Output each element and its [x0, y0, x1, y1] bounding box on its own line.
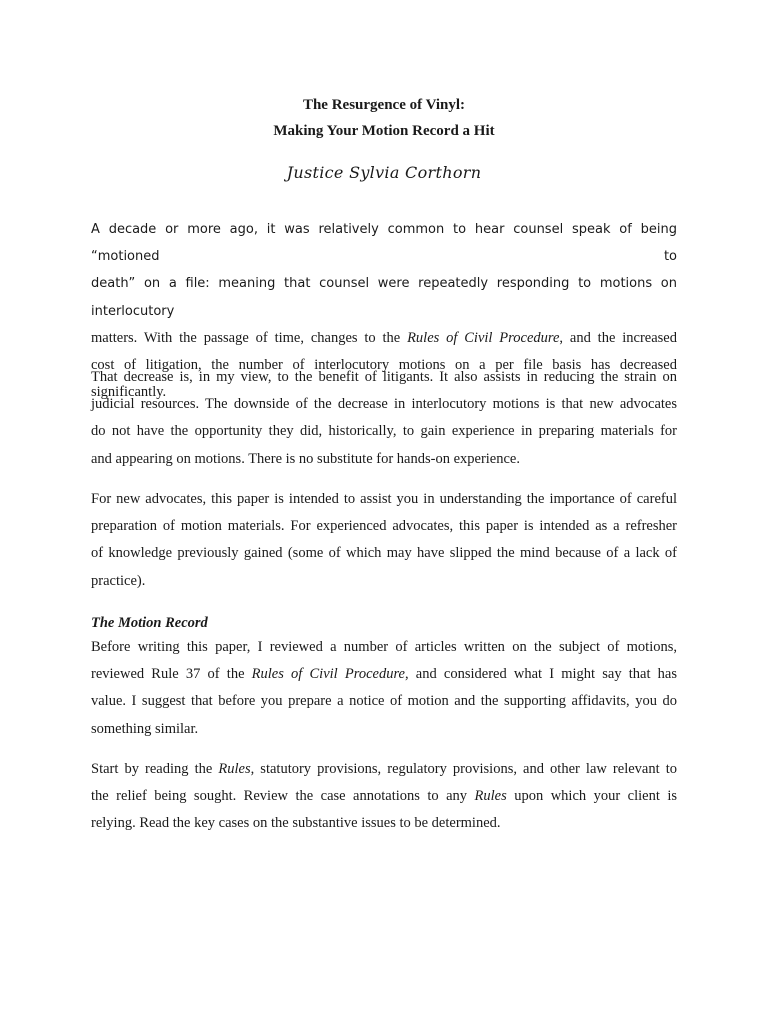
paragraph-line: something similar.: [91, 720, 199, 737]
paragraph-line: [91, 783, 677, 810]
paragraph-line: Before writing this paper, I reviewed a number of articles written on the subject of motions,: [91, 639, 677, 655]
paragraph-line: significantly.: [91, 384, 167, 401]
paragraph-line: do not have the opportunity they did, historically, to gain experience in preparing materials for: [91, 423, 677, 440]
italic-citation: Rules of Civil Procedure: [251, 666, 405, 683]
paragraph-line: [91, 270, 677, 324]
section-heading: The Motion Record: [91, 615, 208, 631]
author-signature: Justice Sylvia Corthorn: [286, 163, 482, 182]
paragraph-line: [91, 756, 677, 783]
paragraph-line: value. I suggest that before you prepare a notice of motion and the supporting affidavits, you do: [91, 693, 677, 710]
title-line-1: The Resurgence of Vinyl:: [302, 97, 466, 113]
paragraph-line: [91, 325, 677, 352]
paragraph-line: [91, 661, 677, 688]
text-run: , and the increased: [559, 329, 677, 346]
paragraph-line: preparation of motion materials. For experienced advocates, this paper is intended as a refresher: [91, 518, 677, 535]
italic-citation: Rules: [474, 788, 507, 805]
text-run: matters. With the passage of time, changes to the: [91, 329, 408, 346]
paragraph-line: cost of litigation, the number of interlocutory motions on a per file basis has decreased: [91, 357, 677, 374]
paragraph-line: relying. Read the key cases on the substantive issues to be determined.: [91, 815, 501, 832]
text-run: , statutory provisions, regulatory provisions, and other law relevant to: [250, 761, 677, 777]
paragraph-line: For new advocates, this paper is intended to assist you in understanding the importance of careful: [91, 491, 677, 507]
paragraph-5: [91, 756, 677, 838]
text-run: reviewed Rule 37 of the: [91, 666, 252, 683]
paragraph-3: [91, 486, 677, 595]
paragraph-line: A decade or more ago, it was relatively common to hear counsel speak of being “motioned to: [91, 222, 677, 265]
paragraph-4: [91, 634, 677, 743]
paragraph-line: of knowledge previously gained (some of which may have slipped the mind because of a lack of: [91, 545, 677, 562]
text-run: Start by reading the: [91, 761, 219, 777]
text-run: the relief being sought. Review the case annotations to any: [91, 788, 475, 805]
text-run: , and considered what I might say that has: [405, 666, 677, 683]
title-line-2: Making Your Motion Record a Hit: [273, 123, 495, 139]
document-title: [0, 92, 768, 144]
paragraph-line: judicial resources. The downside of the decrease in interlocutory motions is that new advocates: [91, 396, 677, 413]
italic-citation: Rules of Civil Procedure: [407, 329, 560, 346]
paragraph-line: and appearing on motions. There is no substitute for hands-on experience.: [91, 450, 520, 467]
paragraph-line: That decrease is, in my view, to the benefit of litigants. It also assists in reducing the strain on: [91, 369, 677, 385]
italic-citation: Rules: [218, 761, 251, 777]
paragraph-line: practice).: [91, 572, 146, 589]
text-run: upon which your client is: [506, 788, 677, 805]
paragraph-2: [91, 364, 677, 473]
paragraph-line-text: death” on a file: meaning that counsel were repeatedly responding to motions on interlocutory: [91, 276, 677, 319]
